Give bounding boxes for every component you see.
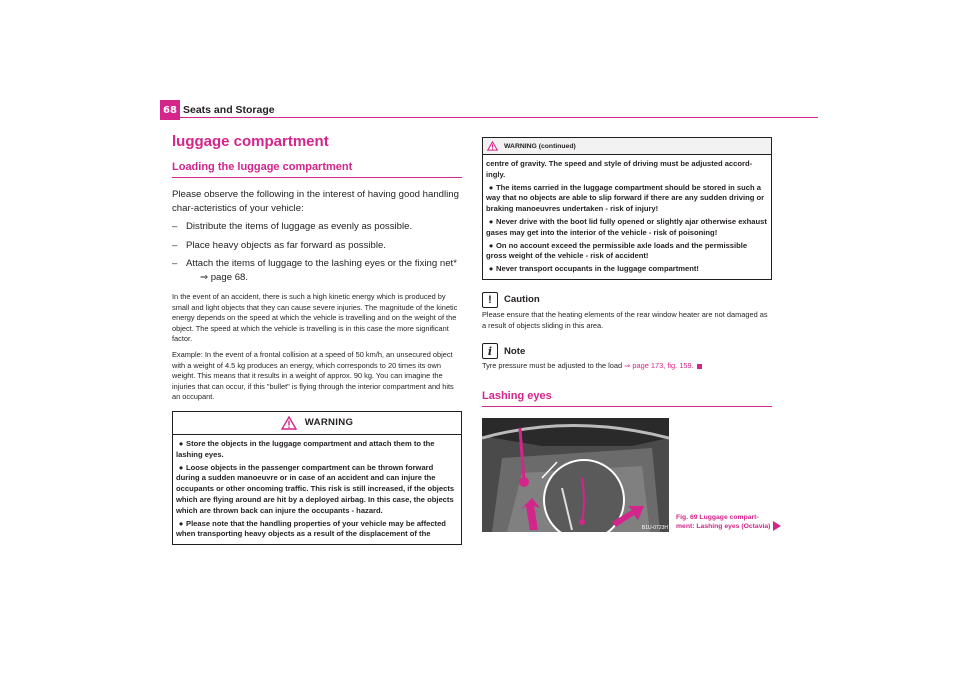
warning-item: ● The items carried in the luggage compartment should be stored in such a way that no objects are able to slip forward if there are any sudden driving or braking manoeuvres undertaken - risk of injury!	[486, 182, 765, 214]
right-column	[482, 137, 772, 407]
note-text: Tyre pressure must be adjusted to the load ⇒ page 173, fig. 159.	[482, 361, 772, 372]
warning-triangle-icon	[487, 141, 498, 151]
list-item: – Distribute the items of luggage as evenly as possible.	[172, 221, 413, 232]
luggage-compartment-illustration	[482, 418, 669, 532]
caution-header: ! Caution	[482, 292, 772, 308]
warning-triangle-icon	[281, 416, 297, 430]
paragraph: In the event of an accident, there is such a high kinetic energy which is produced by small and light objects that they can cause severe injuries. The magnitude of the kinetic energy depends on the speed at which the vehicle is travelling and on the weight of the object. The speed at which the vehicle is travelling is in this case the more significant factor.	[172, 292, 458, 344]
exclamation-icon: !	[482, 292, 498, 308]
section-title: Seats and Storage	[183, 104, 275, 116]
warning-continued-box	[482, 137, 772, 280]
warning-continued-header: WARNING (continued)	[483, 138, 771, 155]
subsection-title: Loading the luggage compartment	[172, 161, 462, 178]
warning-item: ● Store the objects in the luggage compartment and attach them to the lashing eyes.	[176, 438, 435, 459]
warning-lead: centre of gravity. The speed and style of driving must be adjusted accord-ingly.	[486, 159, 753, 179]
page-reference-link[interactable]: ⇒ page 173, fig. 159.	[624, 361, 694, 371]
warning-item: ● Please note that the handling properties of your vehicle may be affected when transporting heavy objects as a result of the displacement of the	[176, 518, 446, 539]
warning-box	[172, 411, 462, 545]
warning-item: ● Never drive with the boot lid fully opened or slightly ajar otherwise exhaust gases may get into the interior of the vehicle - risk of poisoning!	[486, 216, 767, 237]
header-rule	[172, 117, 818, 118]
warning-body	[173, 435, 461, 544]
intro-text: Please observe the following in the interest of having good handling char-acteristics of your vehicle:	[172, 189, 459, 214]
figure-code: B1U-0723H	[641, 525, 668, 531]
list-item: – Place heavy objects as far forward as possible.	[172, 239, 386, 251]
figure-caption: Fig. 69 Luggage compart-ment: Lashing eyes (Octavia)	[676, 514, 771, 530]
list-item: – Attach the items of luggage to the lashing eyes or the fixing net* ⇒ page 68.	[172, 257, 462, 284]
note-header: i Note	[482, 343, 772, 359]
page-title: luggage compartment	[172, 133, 329, 150]
paragraph: Example: In the event of a frontal collision at a speed of 50 km/h, an unsecured object with a weight of 4.5 kg produces an energy, which corresponds to 20 times its own weight. This means that it results in a weight of approx. 90 kg. You can imagine the injuries that can occur, if this "bullet" is flying through the interior compartment and hits an occupant.	[172, 349, 454, 402]
caution-text: Please ensure that the heating elements of the rear window heater are not damaged as a result of objects sliding in this area.	[482, 309, 768, 330]
warning-header: WARNING	[173, 412, 461, 435]
lashing-eyes-title: Lashing eyes	[482, 390, 772, 407]
info-note-icon: i	[482, 343, 498, 359]
page-reference-link[interactable]: ⇒ page 68.	[200, 271, 249, 283]
warning-item: ● On no account exceed the permissible axle loads and the permissible gross weight of the vehicle - risk of accident!	[486, 240, 748, 261]
page-number: 68	[160, 100, 180, 120]
left-column	[172, 133, 462, 545]
figure-luggage-compartment	[482, 418, 669, 532]
warning-item: ● Loose objects in the passenger compartment can be thrown forward during a sudden manoeuvre or in case of an accident and can injure the occupants or other oncoming traffic. This risk is still increased, if the objects which are flying around are hit by a deployed airbag. In this case, the objects which are thrown back can injure the occupants - hazard.	[176, 462, 455, 515]
next-page-arrow-icon	[773, 521, 781, 531]
warning-body	[483, 155, 771, 279]
warning-item: ● Never transport occupants in the luggage compartment!	[488, 264, 699, 274]
section-end-mark	[697, 364, 702, 369]
dash-list	[172, 220, 462, 284]
